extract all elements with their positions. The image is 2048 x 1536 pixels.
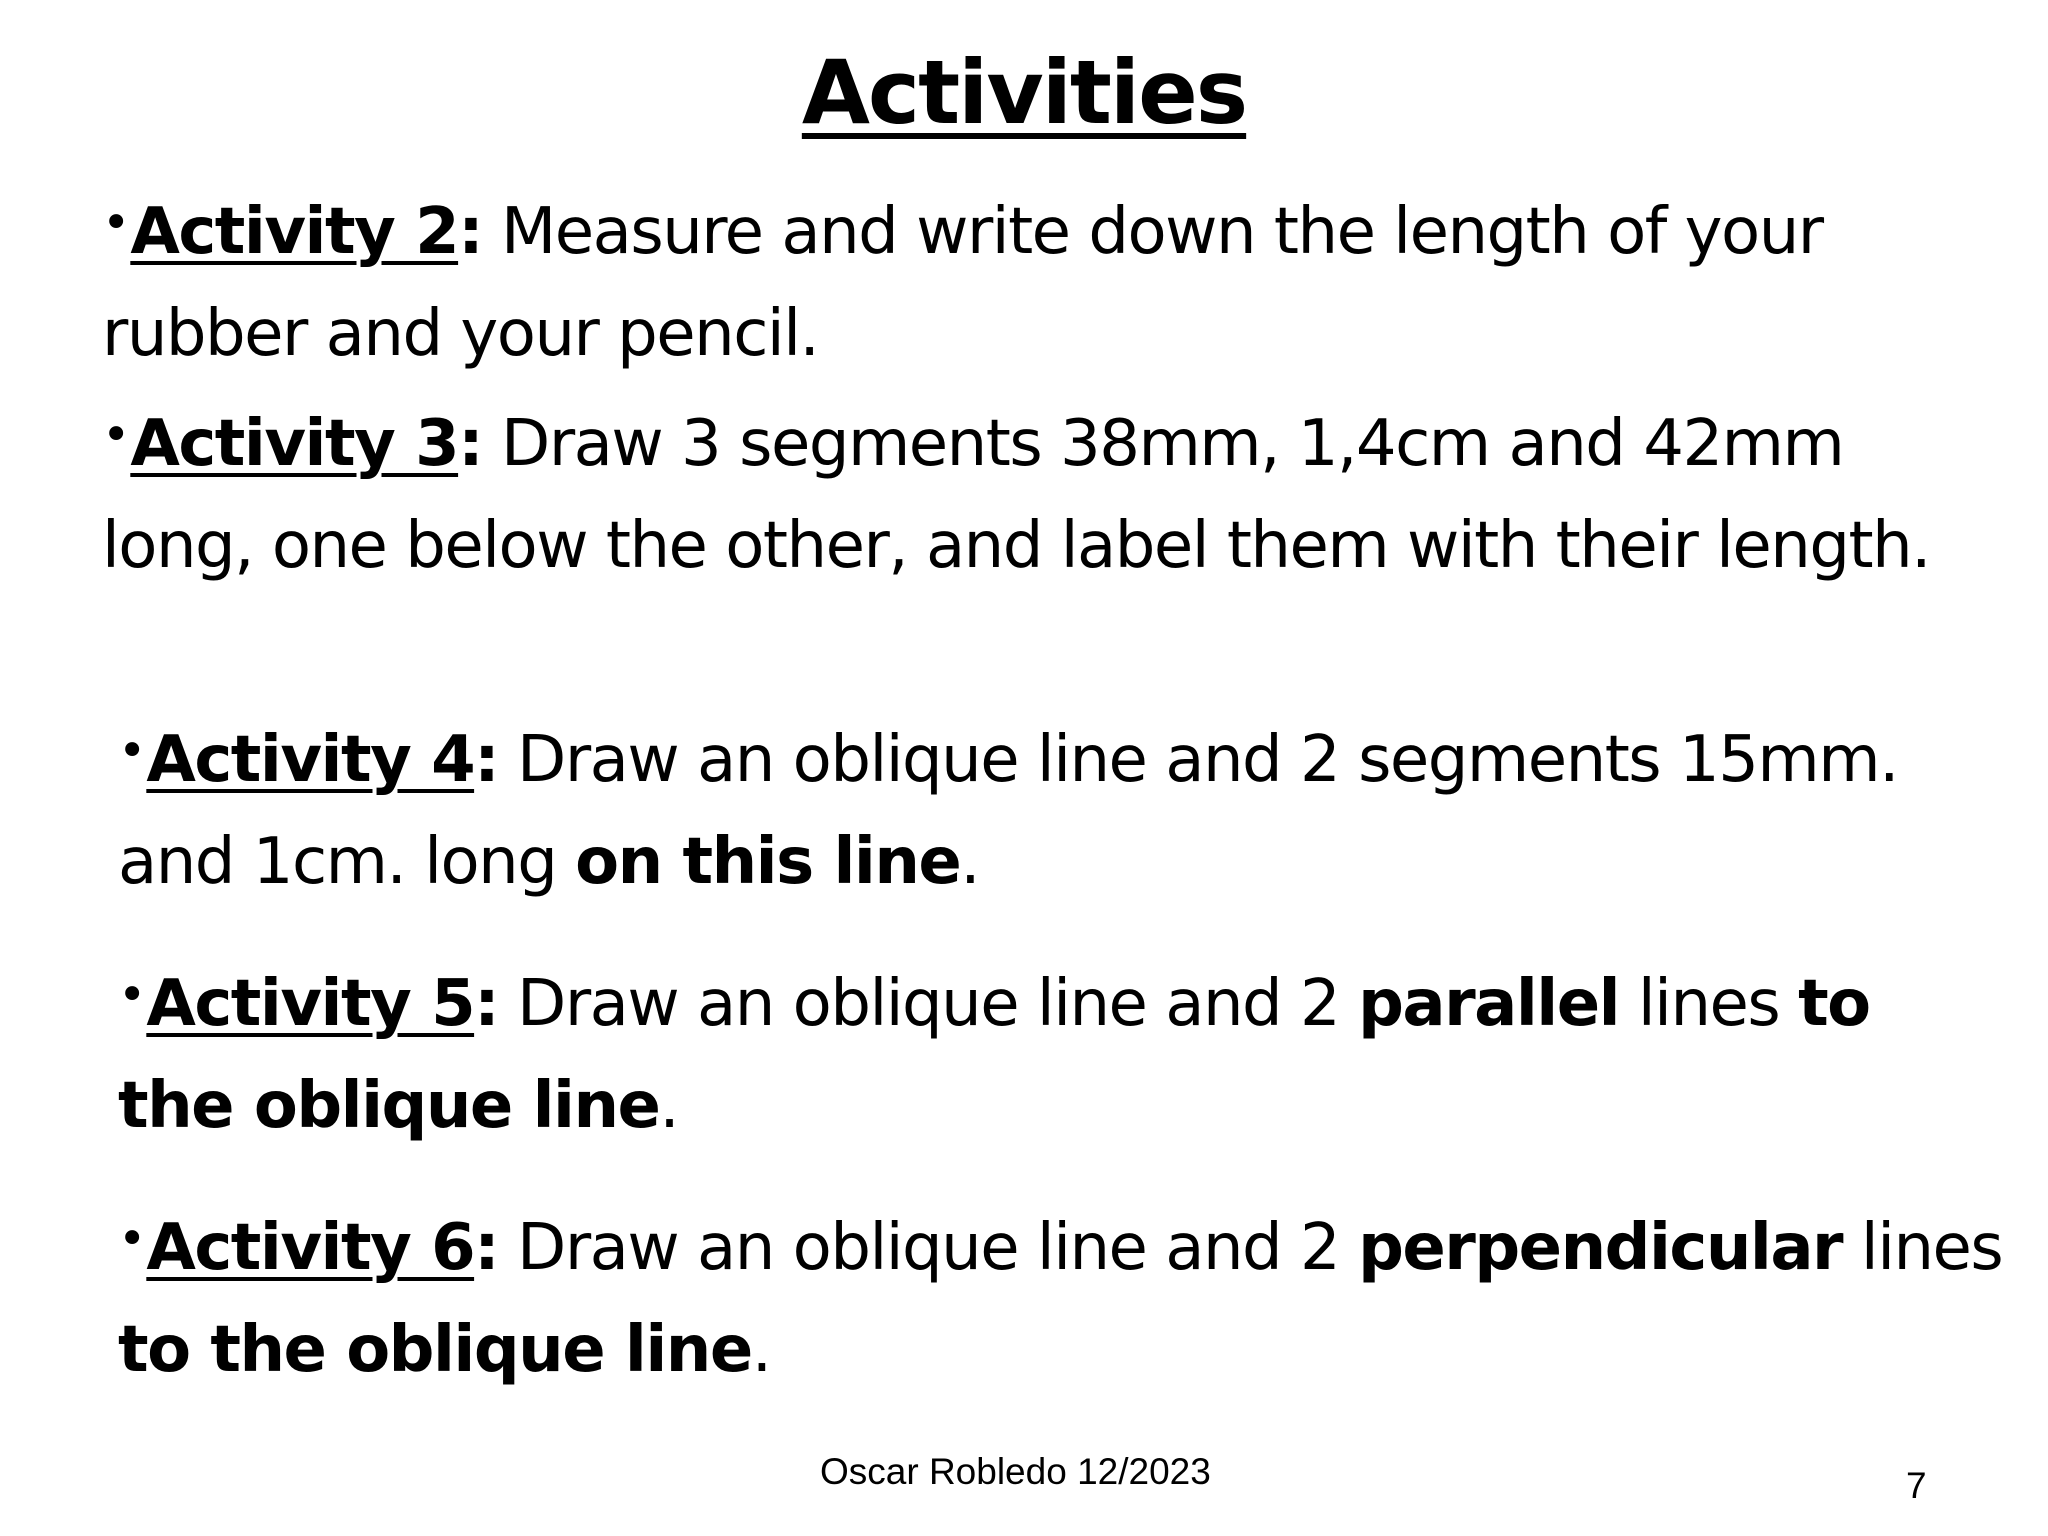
activity-colon: : bbox=[458, 407, 483, 481]
slide-title: Activities bbox=[801, 41, 1247, 144]
activity-text: Draw an oblique line and 2 bbox=[498, 1211, 1359, 1285]
bullet-dot: • bbox=[118, 967, 147, 1023]
activity-text: Draw an oblique line and 2 segments 15mm. and 1cm. long bbox=[118, 723, 1898, 899]
activity-colon: : bbox=[474, 967, 499, 1041]
activity-6-bullet bbox=[118, 1188, 2038, 1401]
bullet-dot: • bbox=[102, 195, 131, 251]
activity-text: . bbox=[960, 825, 980, 899]
activity-text: Draw an oblique line and 2 bbox=[498, 967, 1359, 1041]
activity-emphasis: perpendicular bbox=[1358, 1211, 1843, 1285]
bullet-dot: • bbox=[118, 1211, 147, 1267]
activity-label: Activity 2 bbox=[130, 195, 459, 269]
activity-text: Draw 3 segments 38mm, 1,4cm and 42mm long, one below the other, and label them with their length. bbox=[102, 407, 1930, 583]
activity-label: Activity 3 bbox=[130, 407, 459, 481]
page-number: 7 bbox=[1906, 1465, 1927, 1506]
activity-colon: : bbox=[458, 195, 483, 269]
activity-text: Measure and write down the length of your rubber and your pencil. bbox=[102, 195, 1823, 371]
activity-2-bullet bbox=[102, 172, 2002, 385]
activity-5-bullet bbox=[118, 944, 1958, 1157]
activity-label: Activity 4 bbox=[146, 723, 475, 797]
activity-text: lines bbox=[1842, 1211, 2003, 1285]
activity-colon: : bbox=[474, 1211, 499, 1285]
activity-label: Activity 6 bbox=[146, 1211, 475, 1285]
activity-text: . bbox=[659, 1069, 679, 1143]
activity-4-bullet bbox=[118, 700, 2018, 913]
activity-emphasis: to the oblique line bbox=[118, 967, 1870, 1143]
activity-emphasis: to the oblique line bbox=[118, 1313, 752, 1387]
activity-emphasis: parallel bbox=[1358, 967, 1620, 1041]
activity-text: . bbox=[751, 1313, 771, 1387]
activity-3-bullet bbox=[102, 384, 1932, 597]
activity-text: lines bbox=[1619, 967, 1799, 1041]
bullet-dot: • bbox=[118, 723, 147, 779]
activity-colon: : bbox=[474, 723, 499, 797]
activity-emphasis: on this line bbox=[575, 825, 961, 899]
activity-label: Activity 5 bbox=[146, 967, 475, 1041]
bullet-dot: • bbox=[102, 407, 131, 463]
slide-footer: Oscar Robledo 12/2023 bbox=[820, 1451, 1211, 1492]
